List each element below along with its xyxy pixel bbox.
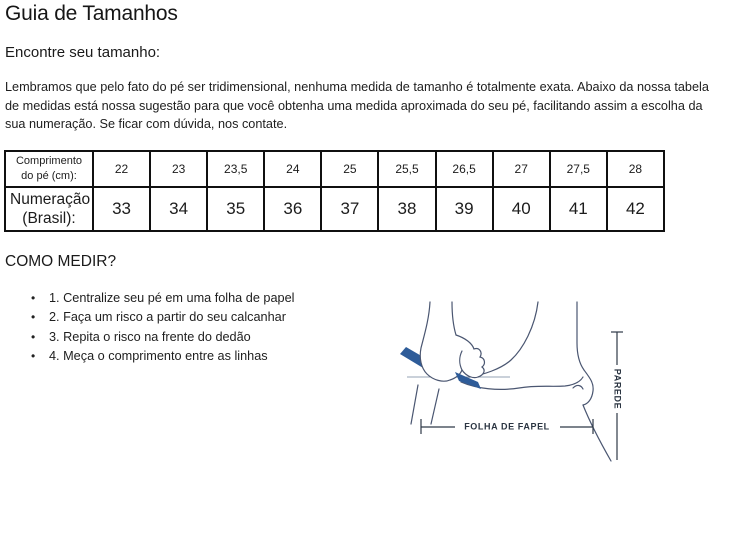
intro-paragraph: Lembramos que pelo fato do pé ser tridimensional, nenhuma medida de tamanho é totalmente exata. Abaixo da nossa tabela de medidas está nossa sugestão para que você obtenha uma medida aproximada do seu pé, facilitando assim a escolha da sua numeração. Se ficar com dúvida, nos contate. — [5, 80, 709, 132]
foot-measuring-illustration — [393, 293, 643, 483]
table-cell: 22 — [93, 151, 150, 187]
table-cell: 26,5 — [436, 151, 493, 187]
measure-step-2: • 2. Faça um risco a partir do seu calcanhar — [30, 308, 360, 327]
paper-left-edge — [411, 385, 439, 424]
measure-step-3: • 3. Repita o risco na frente do dedão — [30, 328, 360, 347]
measure-step-1: • 1. Centralize seu pé em uma folha de papel — [30, 289, 360, 308]
table-cell: 27,5 — [550, 151, 607, 187]
table-cell: 40 — [493, 187, 550, 232]
wall-label: PAREDE — [612, 368, 623, 410]
table-cell: 23,5 — [207, 151, 264, 187]
how-to-measure-heading: COMO MEDIR? — [5, 253, 117, 270]
table-cell: 24 — [264, 151, 321, 187]
foot-outline — [461, 302, 611, 461]
table-cell: 42 — [607, 187, 664, 232]
table-cell: 36 — [264, 187, 321, 232]
page-title: Guia de Tamanhos — [5, 2, 178, 25]
table-cell: 25,5 — [378, 151, 435, 187]
measure-step-4: • 4. Meça o comprimento entre as linhas — [30, 347, 360, 366]
table-cell: 41 — [550, 187, 607, 232]
find-your-size-heading: Encontre seu tamanho: — [5, 44, 161, 61]
row-header-foot-length: Comprimento do pé (cm): — [5, 151, 93, 187]
table-row-foot-length — [5, 151, 664, 187]
row-header-shoe-size: Numeração (Brasil): — [5, 187, 93, 232]
size-conversion-table — [4, 150, 665, 232]
table-cell: 34 — [150, 187, 207, 232]
table-cell: 25 — [321, 151, 378, 187]
measure-steps-list — [30, 289, 360, 367]
table-cell: 33 — [93, 187, 150, 232]
table-cell: 27 — [493, 151, 550, 187]
table-cell: 38 — [378, 187, 435, 232]
table-cell: 37 — [321, 187, 378, 232]
foot-measuring-drawing — [393, 293, 643, 483]
table-cell: 39 — [436, 187, 493, 232]
table-row-shoe-size — [5, 187, 664, 232]
table-cell: 35 — [207, 187, 264, 232]
table-cell: 23 — [150, 151, 207, 187]
table-cell: 28 — [607, 151, 664, 187]
paper-label: FOLHA DE FAPEL — [464, 421, 550, 432]
